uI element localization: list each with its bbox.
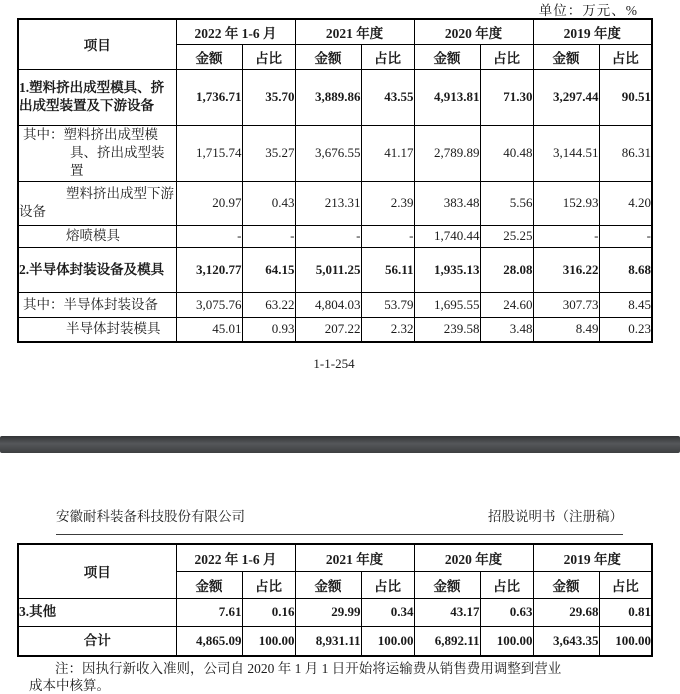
footnote-line: 成本中核算。 bbox=[29, 678, 110, 693]
column-header-period: 2019 年度 bbox=[533, 544, 652, 571]
revenue-breakdown-table-page1 bbox=[17, 18, 653, 343]
table-header-row-periods bbox=[18, 544, 652, 571]
table-row bbox=[18, 125, 652, 181]
column-header-item: 项目 bbox=[18, 19, 176, 69]
revenue-breakdown-table-page2 bbox=[17, 543, 653, 657]
value-cell: 64.15 bbox=[242, 247, 295, 292]
value-cell: 25.25 bbox=[480, 225, 533, 247]
column-header-ratio: 占比 bbox=[361, 44, 414, 69]
value-cell: 1,695.55 bbox=[414, 292, 480, 317]
value-cell: 3,889.86 bbox=[295, 69, 361, 125]
column-header-period: 2022 年 1-6 月 bbox=[176, 19, 295, 44]
value-cell: 207.22 bbox=[295, 317, 361, 342]
value-cell: 28.08 bbox=[480, 247, 533, 292]
value-cell: 53.79 bbox=[361, 292, 414, 317]
value-cell: - bbox=[599, 225, 652, 247]
table-header-row-periods bbox=[18, 19, 652, 44]
value-cell: 100.00 bbox=[599, 626, 652, 656]
value-cell: 8.45 bbox=[599, 292, 652, 317]
value-cell: 43.55 bbox=[361, 69, 414, 125]
value-cell: 40.48 bbox=[480, 125, 533, 181]
value-cell: 100.00 bbox=[361, 626, 414, 656]
column-header-period: 2022 年 1-6 月 bbox=[176, 544, 295, 571]
value-cell: 45.01 bbox=[176, 317, 242, 342]
value-cell: 0.34 bbox=[361, 598, 414, 626]
column-header-amount: 金额 bbox=[533, 571, 599, 598]
value-cell: 6,892.11 bbox=[414, 626, 480, 656]
value-cell: - bbox=[361, 225, 414, 247]
row-label: 其中：塑料挤出成型模具、挤出成型装置 bbox=[18, 125, 176, 181]
column-header-amount: 金额 bbox=[295, 571, 361, 598]
value-cell: 4.20 bbox=[599, 181, 652, 225]
column-header-period: 2020 年度 bbox=[414, 544, 533, 571]
column-header-ratio: 占比 bbox=[599, 571, 652, 598]
page2-running-header bbox=[56, 505, 623, 535]
value-cell: 29.99 bbox=[295, 598, 361, 626]
column-header-amount: 金额 bbox=[176, 571, 242, 598]
table-row bbox=[18, 225, 652, 247]
column-header-ratio: 占比 bbox=[242, 571, 295, 598]
value-cell: 8,931.11 bbox=[295, 626, 361, 656]
value-cell: 63.22 bbox=[242, 292, 295, 317]
value-cell: 2.39 bbox=[361, 181, 414, 225]
value-cell: 4,913.81 bbox=[414, 69, 480, 125]
value-cell: 5,011.25 bbox=[295, 247, 361, 292]
value-cell: 0.43 bbox=[242, 181, 295, 225]
column-header-amount: 金额 bbox=[414, 44, 480, 69]
value-cell: - bbox=[295, 225, 361, 247]
column-header-period: 2021 年度 bbox=[295, 19, 414, 44]
value-cell: 4,865.09 bbox=[176, 626, 242, 656]
table-row bbox=[18, 292, 652, 317]
table-row bbox=[18, 181, 652, 225]
value-cell: 383.48 bbox=[414, 181, 480, 225]
value-cell: 29.68 bbox=[533, 598, 599, 626]
column-header-amount: 金额 bbox=[295, 44, 361, 69]
value-cell: 152.93 bbox=[533, 181, 599, 225]
row-label: 熔喷模具 bbox=[18, 225, 176, 247]
column-header-period: 2020 年度 bbox=[414, 19, 533, 44]
value-cell: - bbox=[533, 225, 599, 247]
value-cell: 2.32 bbox=[361, 317, 414, 342]
value-cell: 0.63 bbox=[480, 598, 533, 626]
column-header-ratio: 占比 bbox=[480, 571, 533, 598]
column-header-period: 2021 年度 bbox=[295, 544, 414, 571]
total-row bbox=[18, 626, 652, 656]
page-separator-bar bbox=[0, 436, 680, 453]
page-number: 1-1-254 bbox=[313, 356, 355, 371]
value-cell: 316.22 bbox=[533, 247, 599, 292]
value-cell: 1,740.44 bbox=[414, 225, 480, 247]
footnote-line: 注：因执行新收入准则，公司自 2020 年 1 月 1 日开始将运输费从销售费用调整到营业 bbox=[55, 661, 562, 676]
value-cell: 5.56 bbox=[480, 181, 533, 225]
value-cell: 3,144.51 bbox=[533, 125, 599, 181]
value-cell: 86.31 bbox=[599, 125, 652, 181]
value-cell: 7.61 bbox=[176, 598, 242, 626]
value-cell: 35.70 bbox=[242, 69, 295, 125]
column-header-ratio: 占比 bbox=[480, 44, 533, 69]
footnote bbox=[29, 660, 629, 694]
value-cell: 239.58 bbox=[414, 317, 480, 342]
value-cell: 100.00 bbox=[480, 626, 533, 656]
column-header-item: 项目 bbox=[18, 544, 176, 598]
value-cell: 3,297.44 bbox=[533, 69, 599, 125]
value-cell: 307.73 bbox=[533, 292, 599, 317]
value-cell: 0.93 bbox=[242, 317, 295, 342]
value-cell: 90.51 bbox=[599, 69, 652, 125]
column-header-amount: 金额 bbox=[414, 571, 480, 598]
table-row bbox=[18, 247, 652, 292]
value-cell: 24.60 bbox=[480, 292, 533, 317]
value-cell: 3,643.35 bbox=[533, 626, 599, 656]
unit-label: 单位：万元、% bbox=[538, 3, 638, 18]
value-cell: - bbox=[242, 225, 295, 247]
row-label: 合计 bbox=[18, 626, 176, 656]
row-label: 半导体封装模具 bbox=[18, 317, 176, 342]
value-cell: 4,804.03 bbox=[295, 292, 361, 317]
value-cell: 213.31 bbox=[295, 181, 361, 225]
value-cell: 2,789.89 bbox=[414, 125, 480, 181]
value-cell: 1,736.71 bbox=[176, 69, 242, 125]
table-row bbox=[18, 598, 652, 626]
column-header-ratio: 占比 bbox=[242, 44, 295, 69]
table-row bbox=[18, 69, 652, 125]
table-row bbox=[18, 317, 652, 342]
value-cell: 56.11 bbox=[361, 247, 414, 292]
value-cell: 0.23 bbox=[599, 317, 652, 342]
value-cell: 0.16 bbox=[242, 598, 295, 626]
company-name: 安徽耐科装备科技股份有限公司 bbox=[56, 509, 245, 524]
value-cell: 35.27 bbox=[242, 125, 295, 181]
column-header-ratio: 占比 bbox=[599, 44, 652, 69]
row-label: 1.塑料挤出成型模具、挤出成型装置及下游设备 bbox=[18, 69, 176, 125]
value-cell: 3,676.55 bbox=[295, 125, 361, 181]
value-cell: 3,120.77 bbox=[176, 247, 242, 292]
value-cell: 3.48 bbox=[480, 317, 533, 342]
value-cell: 3,075.76 bbox=[176, 292, 242, 317]
row-label: 其中：半导体封装设备 bbox=[18, 292, 176, 317]
value-cell: 8.68 bbox=[599, 247, 652, 292]
value-cell: 1,715.74 bbox=[176, 125, 242, 181]
column-header-amount: 金额 bbox=[533, 44, 599, 69]
value-cell: 41.17 bbox=[361, 125, 414, 181]
value-cell: 20.97 bbox=[176, 181, 242, 225]
row-label: 2.半导体封装设备及模具 bbox=[18, 247, 176, 292]
value-cell: - bbox=[176, 225, 242, 247]
value-cell: 71.30 bbox=[480, 69, 533, 125]
row-label: 塑料挤出成型下游设备 bbox=[18, 181, 176, 225]
value-cell: 43.17 bbox=[414, 598, 480, 626]
document-title: 招股说明书（注册稿） bbox=[488, 509, 623, 524]
row-label: 3.其他 bbox=[18, 598, 176, 626]
column-header-amount: 金额 bbox=[176, 44, 242, 69]
column-header-ratio: 占比 bbox=[361, 571, 414, 598]
value-cell: 100.00 bbox=[242, 626, 295, 656]
value-cell: 8.49 bbox=[533, 317, 599, 342]
column-header-period: 2019 年度 bbox=[533, 19, 652, 44]
value-cell: 0.81 bbox=[599, 598, 652, 626]
value-cell: 1,935.13 bbox=[414, 247, 480, 292]
